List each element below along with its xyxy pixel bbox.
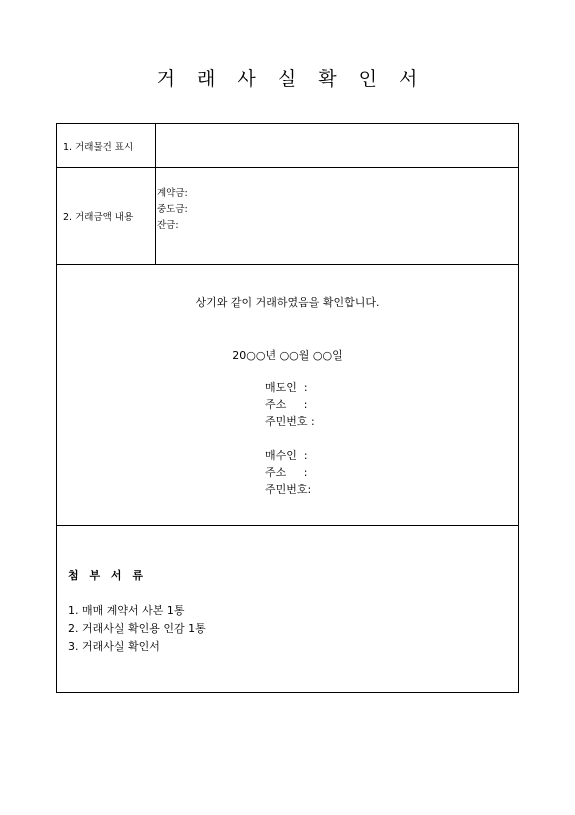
property-label: 1. 거래물건 표시: [57, 124, 156, 167]
buyer-id-label: 주민번호:: [265, 483, 312, 496]
attachment-item: 1. 매매 계약서 사본 1통: [68, 604, 185, 617]
amount-row: [57, 168, 518, 265]
form-table: [56, 123, 519, 693]
balance-label: 잔금:: [157, 220, 179, 231]
attachments-title: 첨 부 서 류: [68, 569, 145, 582]
confirmation-statement: 상기와 같이 거래하였음을 확인합니다.: [195, 296, 380, 309]
amount-label: 2. 거래금액 내용: [57, 168, 156, 264]
interim-payment-label: 중도금:: [157, 204, 188, 215]
amount-list: [157, 186, 188, 234]
buyer-block: [265, 447, 311, 498]
seller-block: [265, 379, 315, 430]
deposit-label: 계약금:: [157, 188, 188, 199]
document-title: 거 래 사 실 확 인 서: [156, 68, 419, 90]
seller-name-label: 매도인 :: [265, 381, 308, 394]
seller-address-label: 주소 :: [265, 398, 308, 411]
buyer-name-label: 매수인 :: [265, 449, 308, 462]
confirmation-section: [57, 265, 518, 526]
property-row: [57, 124, 518, 168]
attachment-item: 3. 거래사실 확인서: [68, 640, 160, 653]
seller-id-label: 주민번호 :: [265, 415, 315, 428]
confirmation-date: 20○○년 ○○월 ○○일: [232, 349, 343, 362]
buyer-address-label: 주소 :: [265, 466, 308, 479]
attachment-item: 2. 거래사실 확인용 인감 1통: [68, 622, 206, 635]
attachments-section: [68, 567, 206, 656]
